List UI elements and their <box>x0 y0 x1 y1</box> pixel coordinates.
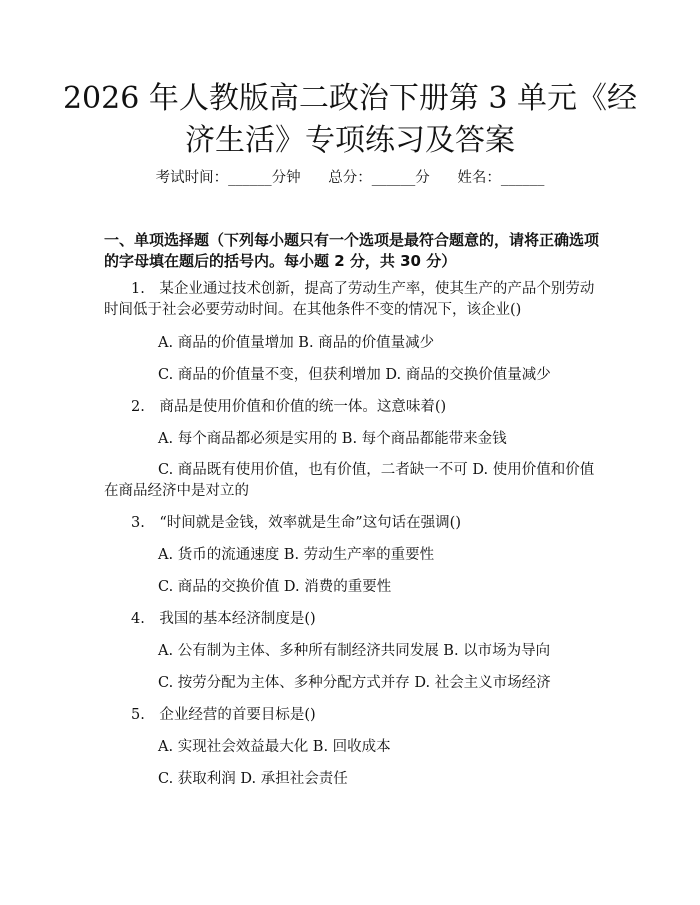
question-1-options-cd: C. 商品的价值量不变，但获利增加 D. 商品的交换价值量减少 <box>158 367 551 383</box>
question-5-options-cd: C. 获取利润 D. 承担社会责任 <box>158 771 348 787</box>
question-3-stem: 3. “时间就是金钱，效率就是生命”这句话在强调() <box>131 515 461 531</box>
question-2-options-cd: C. 商品既有使用价值，也有价值，二者缺一不可 D. 使用价值和价值在商品经济中是对立的 <box>104 462 595 499</box>
question-5-options-ab: A. 实现社会效益最大化 B. 回收成本 <box>158 739 391 755</box>
question-2-stem: 2. 商品是使用价值和价值的统一体。这意味着() <box>131 399 447 415</box>
exam-info-line: 考试时间：______分钟 总分：______分 姓名：______ <box>155 170 545 186</box>
section-heading: 一、单项选择题（下列每小题只有一个选项是最符合题意的，请将正确选项的字母填在题后的括号内。每小题 2 分，共 30 分） <box>104 231 600 270</box>
question-4-options-ab: A. 公有制为主体、多种所有制经济共同发展 B. 以市场为导向 <box>158 643 551 659</box>
question-1-stem: 1. 某企业通过技术创新，提高了劳动生产率，使其生产的产品个别劳动时间低于社会必要劳动时间。在其他条件不变的情况下，该企业() <box>104 281 595 318</box>
question-5-stem: 5. 企业经营的首要目标是() <box>131 707 316 723</box>
question-3-options-cd: C. 商品的交换价值 D. 消费的重要性 <box>158 579 392 595</box>
question-2-options-ab: A. 每个商品都必须是实用的 B. 每个商品都能带来金钱 <box>158 431 507 447</box>
question-4-stem: 4. 我国的基本经济制度是() <box>131 611 316 627</box>
page-title: 2026 年人教版高二政治下册第 3 单元《经济生活》专项练习及答案 <box>62 81 638 158</box>
question-3-options-ab: A. 货币的流通速度 B. 劳动生产率的重要性 <box>158 547 435 563</box>
question-1-options-ab: A. 商品的价值量增加 B. 商品的价值量减少 <box>158 335 435 351</box>
question-4-options-cd: C. 按劳分配为主体、多种分配方式并存 D. 社会主义市场经济 <box>158 675 551 691</box>
